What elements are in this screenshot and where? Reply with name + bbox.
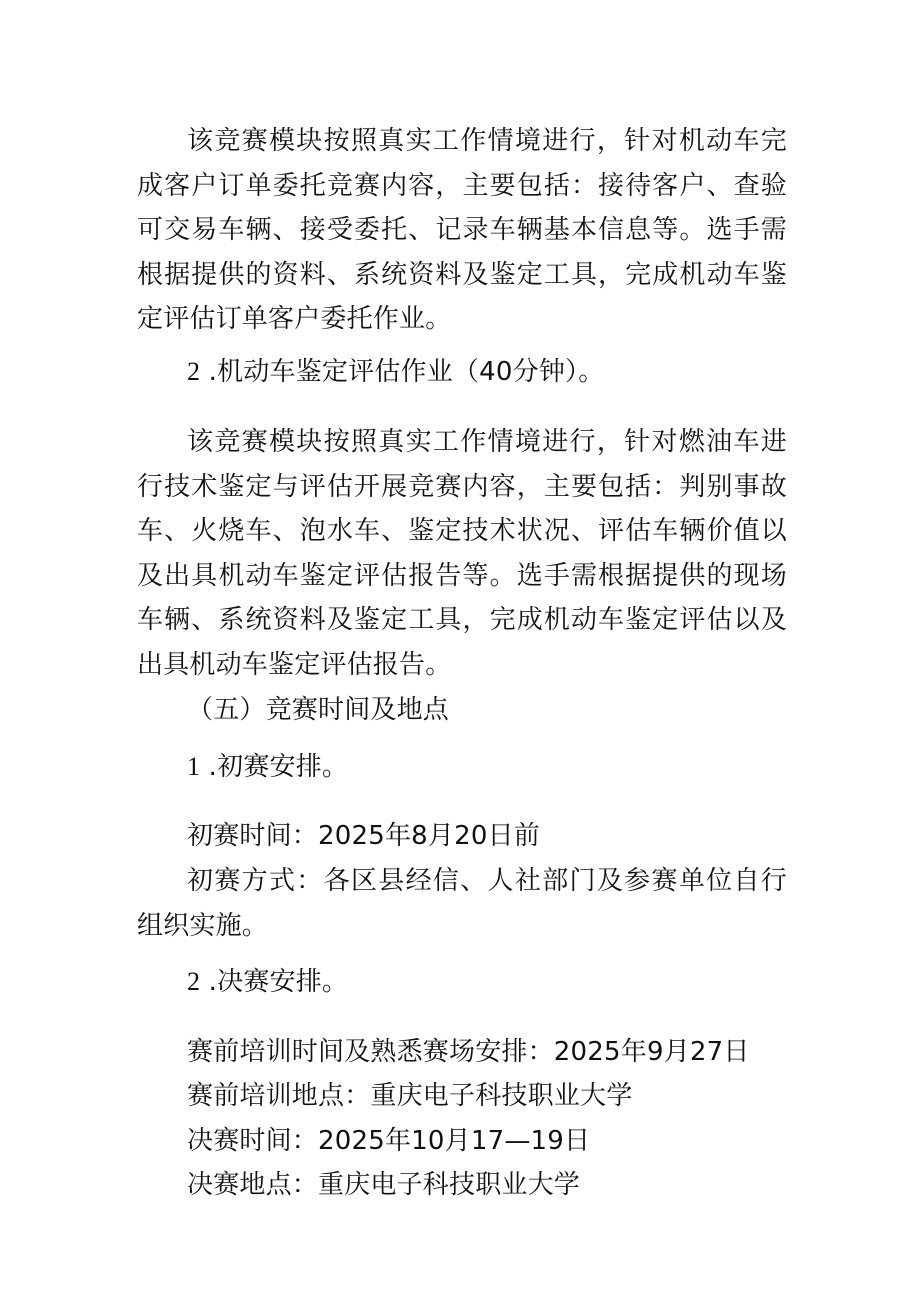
- subsection-2-heading: [187, 960, 348, 1005]
- paragraph-module2-description: 该竞赛模块按照真实工作情境进行，针对燃油车进行技术鉴定与评估开展竞赛内容，主要包括：判别事故车、火烧车、泡水车、鉴定技术状况、评估车辆价值以及出具机动车鉴定评估报告等。选手需根据提供的现场车辆、系统资料及鉴定工具，完成机动车鉴定评估以及出具机动车鉴定评估报告。: [137, 427, 787, 680]
- training-place-line: 赛前培训地点：重庆电子科技职业大学: [187, 1081, 633, 1111]
- prelim-time-line: 初赛时间：2025年8月20日前: [187, 821, 540, 851]
- training-time-line: 赛前培训时间及熟悉赛场安排：2025年9月27日: [187, 1037, 750, 1067]
- item-2-heading: [187, 350, 604, 395]
- final-place-line: 决赛地点：重庆电子科技职业大学: [187, 1170, 581, 1200]
- section-5-heading: （五）竞赛时间及地点: [187, 695, 450, 725]
- paragraph-module1-description: 该竞赛模块按照真实工作情境进行，针对机动车完成客户订单委托竞赛内容，主要包括：接待客户、查验可交易车辆、接受委托、记录车辆基本信息等。选手需根据提供的资料、系统资料及鉴定工具，完成机动车鉴定评估订单客户委托作业。: [137, 126, 787, 334]
- subsection-1-number: 1: [187, 752, 201, 781]
- subsection-1-title: .初赛安排。: [208, 752, 349, 782]
- subsection-2-title: .决赛安排。: [208, 967, 349, 997]
- subsection-2-number: 2: [187, 967, 201, 996]
- subsection-1-heading: [187, 745, 348, 790]
- item-2-number: 2: [187, 357, 201, 386]
- item-2-title: .机动车鉴定评估作业（40分钟）。: [208, 357, 605, 387]
- prelim-method-paragraph: 初赛方式：各区县经信、人社部门及参赛单位自行组织实施。: [137, 866, 787, 941]
- final-time-line: 决赛时间：2025年10月17—19日: [187, 1126, 591, 1156]
